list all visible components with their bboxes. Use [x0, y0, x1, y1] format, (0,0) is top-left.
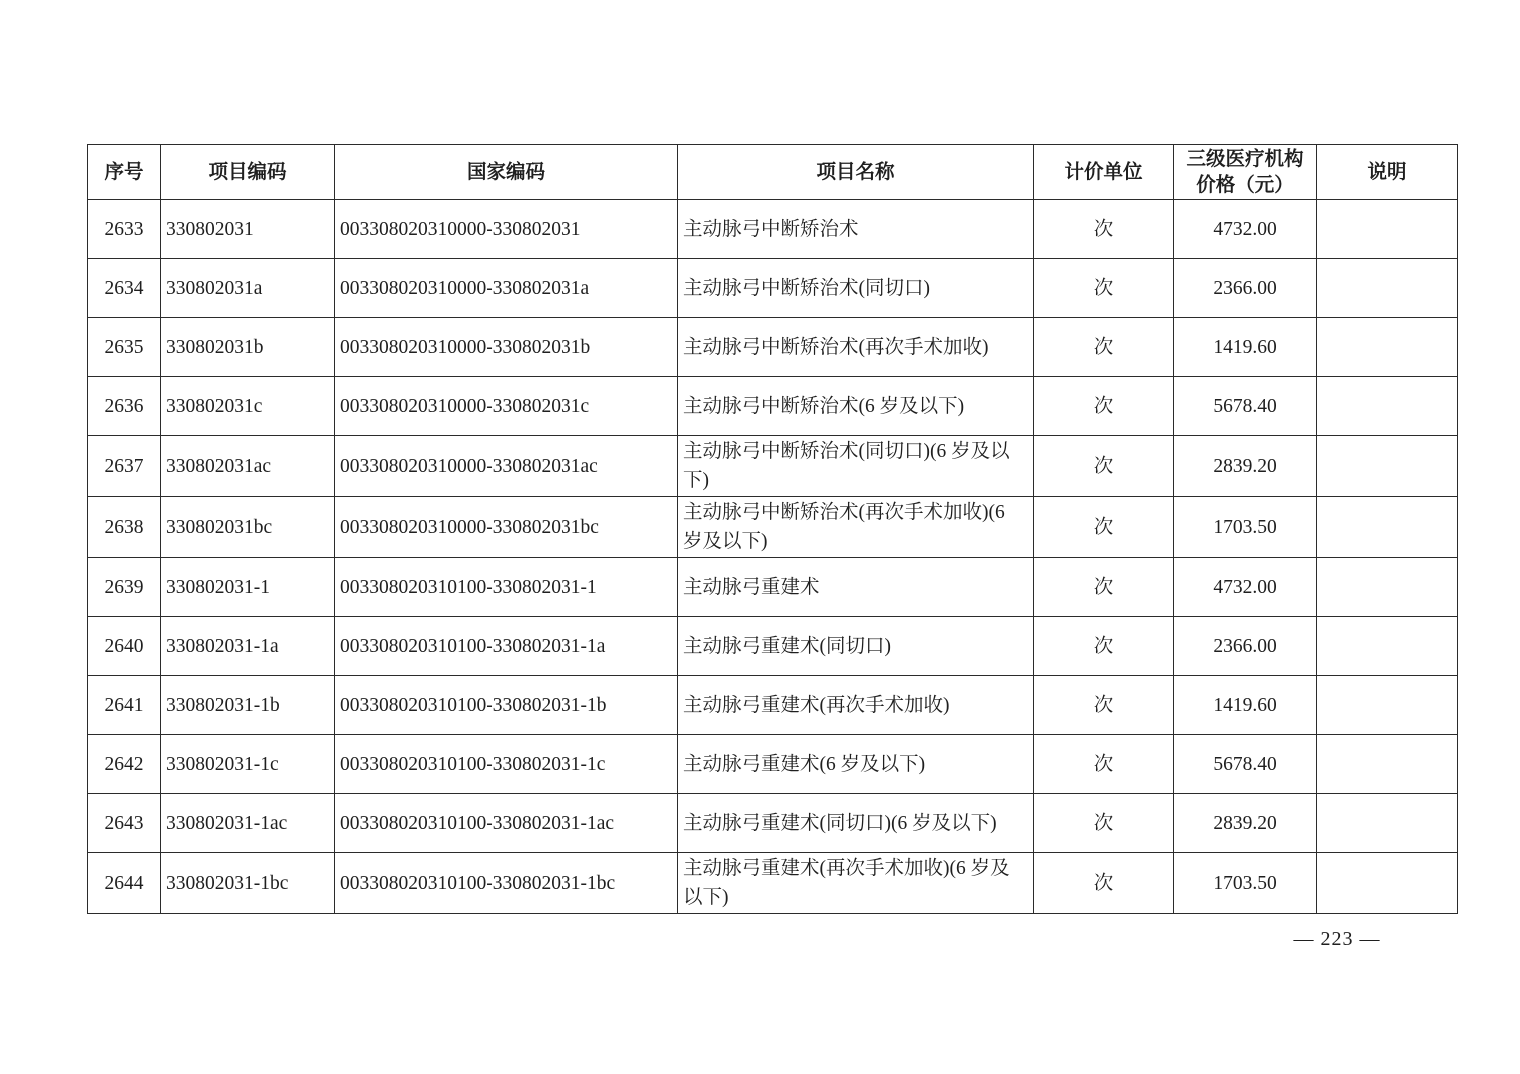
table-row: [88, 617, 1458, 676]
cell-project-code: 330802031-1bc: [161, 853, 335, 914]
cell-national-code: 003308020310100-330802031-1c: [335, 735, 678, 794]
cell-unit: 次: [1034, 200, 1174, 259]
cell-unit: 次: [1034, 853, 1174, 914]
cell-unit: 次: [1034, 436, 1174, 497]
cell-national-code: 003308020310000-330802031bc: [335, 497, 678, 558]
cell-item-name: 主动脉弓重建术(同切口)(6 岁及以下): [678, 794, 1034, 853]
cell-project-code: 330802031ac: [161, 436, 335, 497]
cell-national-code: 003308020310000-330802031c: [335, 377, 678, 436]
cell-seq: 2641: [88, 676, 161, 735]
cell-unit: 次: [1034, 735, 1174, 794]
cell-national-code: 003308020310000-330802031a: [335, 259, 678, 318]
table-header-row: [88, 145, 1458, 200]
cell-seq: 2644: [88, 853, 161, 914]
page-number: — 223 —: [1293, 928, 1381, 950]
cell-project-code: 330802031a: [161, 259, 335, 318]
cell-note: [1317, 318, 1458, 377]
table-row: [88, 853, 1458, 914]
header-cell-price: 三级医疗机构价格（元）: [1174, 145, 1317, 200]
cell-seq: 2640: [88, 617, 161, 676]
cell-price: 1419.60: [1174, 318, 1317, 377]
table-row: [88, 318, 1458, 377]
cell-note: [1317, 497, 1458, 558]
cell-national-code: 003308020310100-330802031-1bc: [335, 853, 678, 914]
cell-seq: 2636: [88, 377, 161, 436]
cell-project-code: 330802031: [161, 200, 335, 259]
cell-note: [1317, 259, 1458, 318]
cell-note: [1317, 436, 1458, 497]
table-row: [88, 558, 1458, 617]
cell-item-name: 主动脉弓重建术(6 岁及以下): [678, 735, 1034, 794]
table-row: [88, 377, 1458, 436]
cell-price: 2839.20: [1174, 436, 1317, 497]
cell-national-code: 003308020310000-330802031: [335, 200, 678, 259]
cell-project-code: 330802031-1a: [161, 617, 335, 676]
cell-national-code: 003308020310100-330802031-1ac: [335, 794, 678, 853]
cell-seq: 2633: [88, 200, 161, 259]
cell-note: [1317, 735, 1458, 794]
table-body: [88, 200, 1458, 914]
cell-seq: 2643: [88, 794, 161, 853]
cell-item-name: 主动脉弓重建术(再次手术加收): [678, 676, 1034, 735]
cell-price: 4732.00: [1174, 200, 1317, 259]
cell-item-name: 主动脉弓中断矫治术(再次手术加收)(6 岁及以下): [678, 497, 1034, 558]
cell-item-name: 主动脉弓中断矫治术(再次手术加收): [678, 318, 1034, 377]
pricing-table: [87, 144, 1458, 914]
cell-price: 2366.00: [1174, 259, 1317, 318]
cell-national-code: 003308020310000-330802031ac: [335, 436, 678, 497]
cell-unit: 次: [1034, 617, 1174, 676]
cell-price: 2366.00: [1174, 617, 1317, 676]
cell-note: [1317, 200, 1458, 259]
cell-unit: 次: [1034, 377, 1174, 436]
cell-seq: 2639: [88, 558, 161, 617]
cell-item-name: 主动脉弓中断矫治术(同切口): [678, 259, 1034, 318]
cell-note: [1317, 853, 1458, 914]
cell-item-name: 主动脉弓重建术(再次手术加收)(6 岁及以下): [678, 853, 1034, 914]
cell-seq: 2638: [88, 497, 161, 558]
cell-seq: 2634: [88, 259, 161, 318]
cell-unit: 次: [1034, 558, 1174, 617]
cell-price: 1703.50: [1174, 497, 1317, 558]
header-cell-national-code: 国家编码: [335, 145, 678, 200]
cell-project-code: 330802031-1c: [161, 735, 335, 794]
header-cell-seq: 序号: [88, 145, 161, 200]
table-row: [88, 676, 1458, 735]
cell-seq: 2642: [88, 735, 161, 794]
table-row: [88, 794, 1458, 853]
table-row: [88, 436, 1458, 497]
cell-seq: 2635: [88, 318, 161, 377]
cell-item-name: 主动脉弓中断矫治术(6 岁及以下): [678, 377, 1034, 436]
cell-note: [1317, 377, 1458, 436]
cell-note: [1317, 558, 1458, 617]
cell-national-code: 003308020310100-330802031-1b: [335, 676, 678, 735]
cell-item-name: 主动脉弓中断矫治术: [678, 200, 1034, 259]
cell-price: 2839.20: [1174, 794, 1317, 853]
cell-unit: 次: [1034, 259, 1174, 318]
cell-price: 4732.00: [1174, 558, 1317, 617]
cell-item-name: 主动脉弓重建术: [678, 558, 1034, 617]
header-cell-project-code: 项目编码: [161, 145, 335, 200]
header-cell-item-name: 项目名称: [678, 145, 1034, 200]
cell-national-code: 003308020310000-330802031b: [335, 318, 678, 377]
header-cell-unit: 计价单位: [1034, 145, 1174, 200]
cell-seq: 2637: [88, 436, 161, 497]
cell-project-code: 330802031-1: [161, 558, 335, 617]
cell-project-code: 330802031c: [161, 377, 335, 436]
cell-unit: 次: [1034, 794, 1174, 853]
table-row: [88, 200, 1458, 259]
cell-unit: 次: [1034, 318, 1174, 377]
header-cell-note: 说明: [1317, 145, 1458, 200]
cell-item-name: 主动脉弓重建术(同切口): [678, 617, 1034, 676]
cell-national-code: 003308020310100-330802031-1: [335, 558, 678, 617]
cell-price: 5678.40: [1174, 735, 1317, 794]
cell-project-code: 330802031b: [161, 318, 335, 377]
cell-note: [1317, 794, 1458, 853]
cell-price: 1419.60: [1174, 676, 1317, 735]
cell-national-code: 003308020310100-330802031-1a: [335, 617, 678, 676]
cell-project-code: 330802031-1ac: [161, 794, 335, 853]
cell-note: [1317, 617, 1458, 676]
table-row: [88, 735, 1458, 794]
cell-project-code: 330802031bc: [161, 497, 335, 558]
cell-item-name: 主动脉弓中断矫治术(同切口)(6 岁及以下): [678, 436, 1034, 497]
table-row: [88, 259, 1458, 318]
cell-unit: 次: [1034, 676, 1174, 735]
cell-price: 1703.50: [1174, 853, 1317, 914]
cell-price: 5678.40: [1174, 377, 1317, 436]
cell-note: [1317, 676, 1458, 735]
table-row: [88, 497, 1458, 558]
cell-project-code: 330802031-1b: [161, 676, 335, 735]
cell-unit: 次: [1034, 497, 1174, 558]
